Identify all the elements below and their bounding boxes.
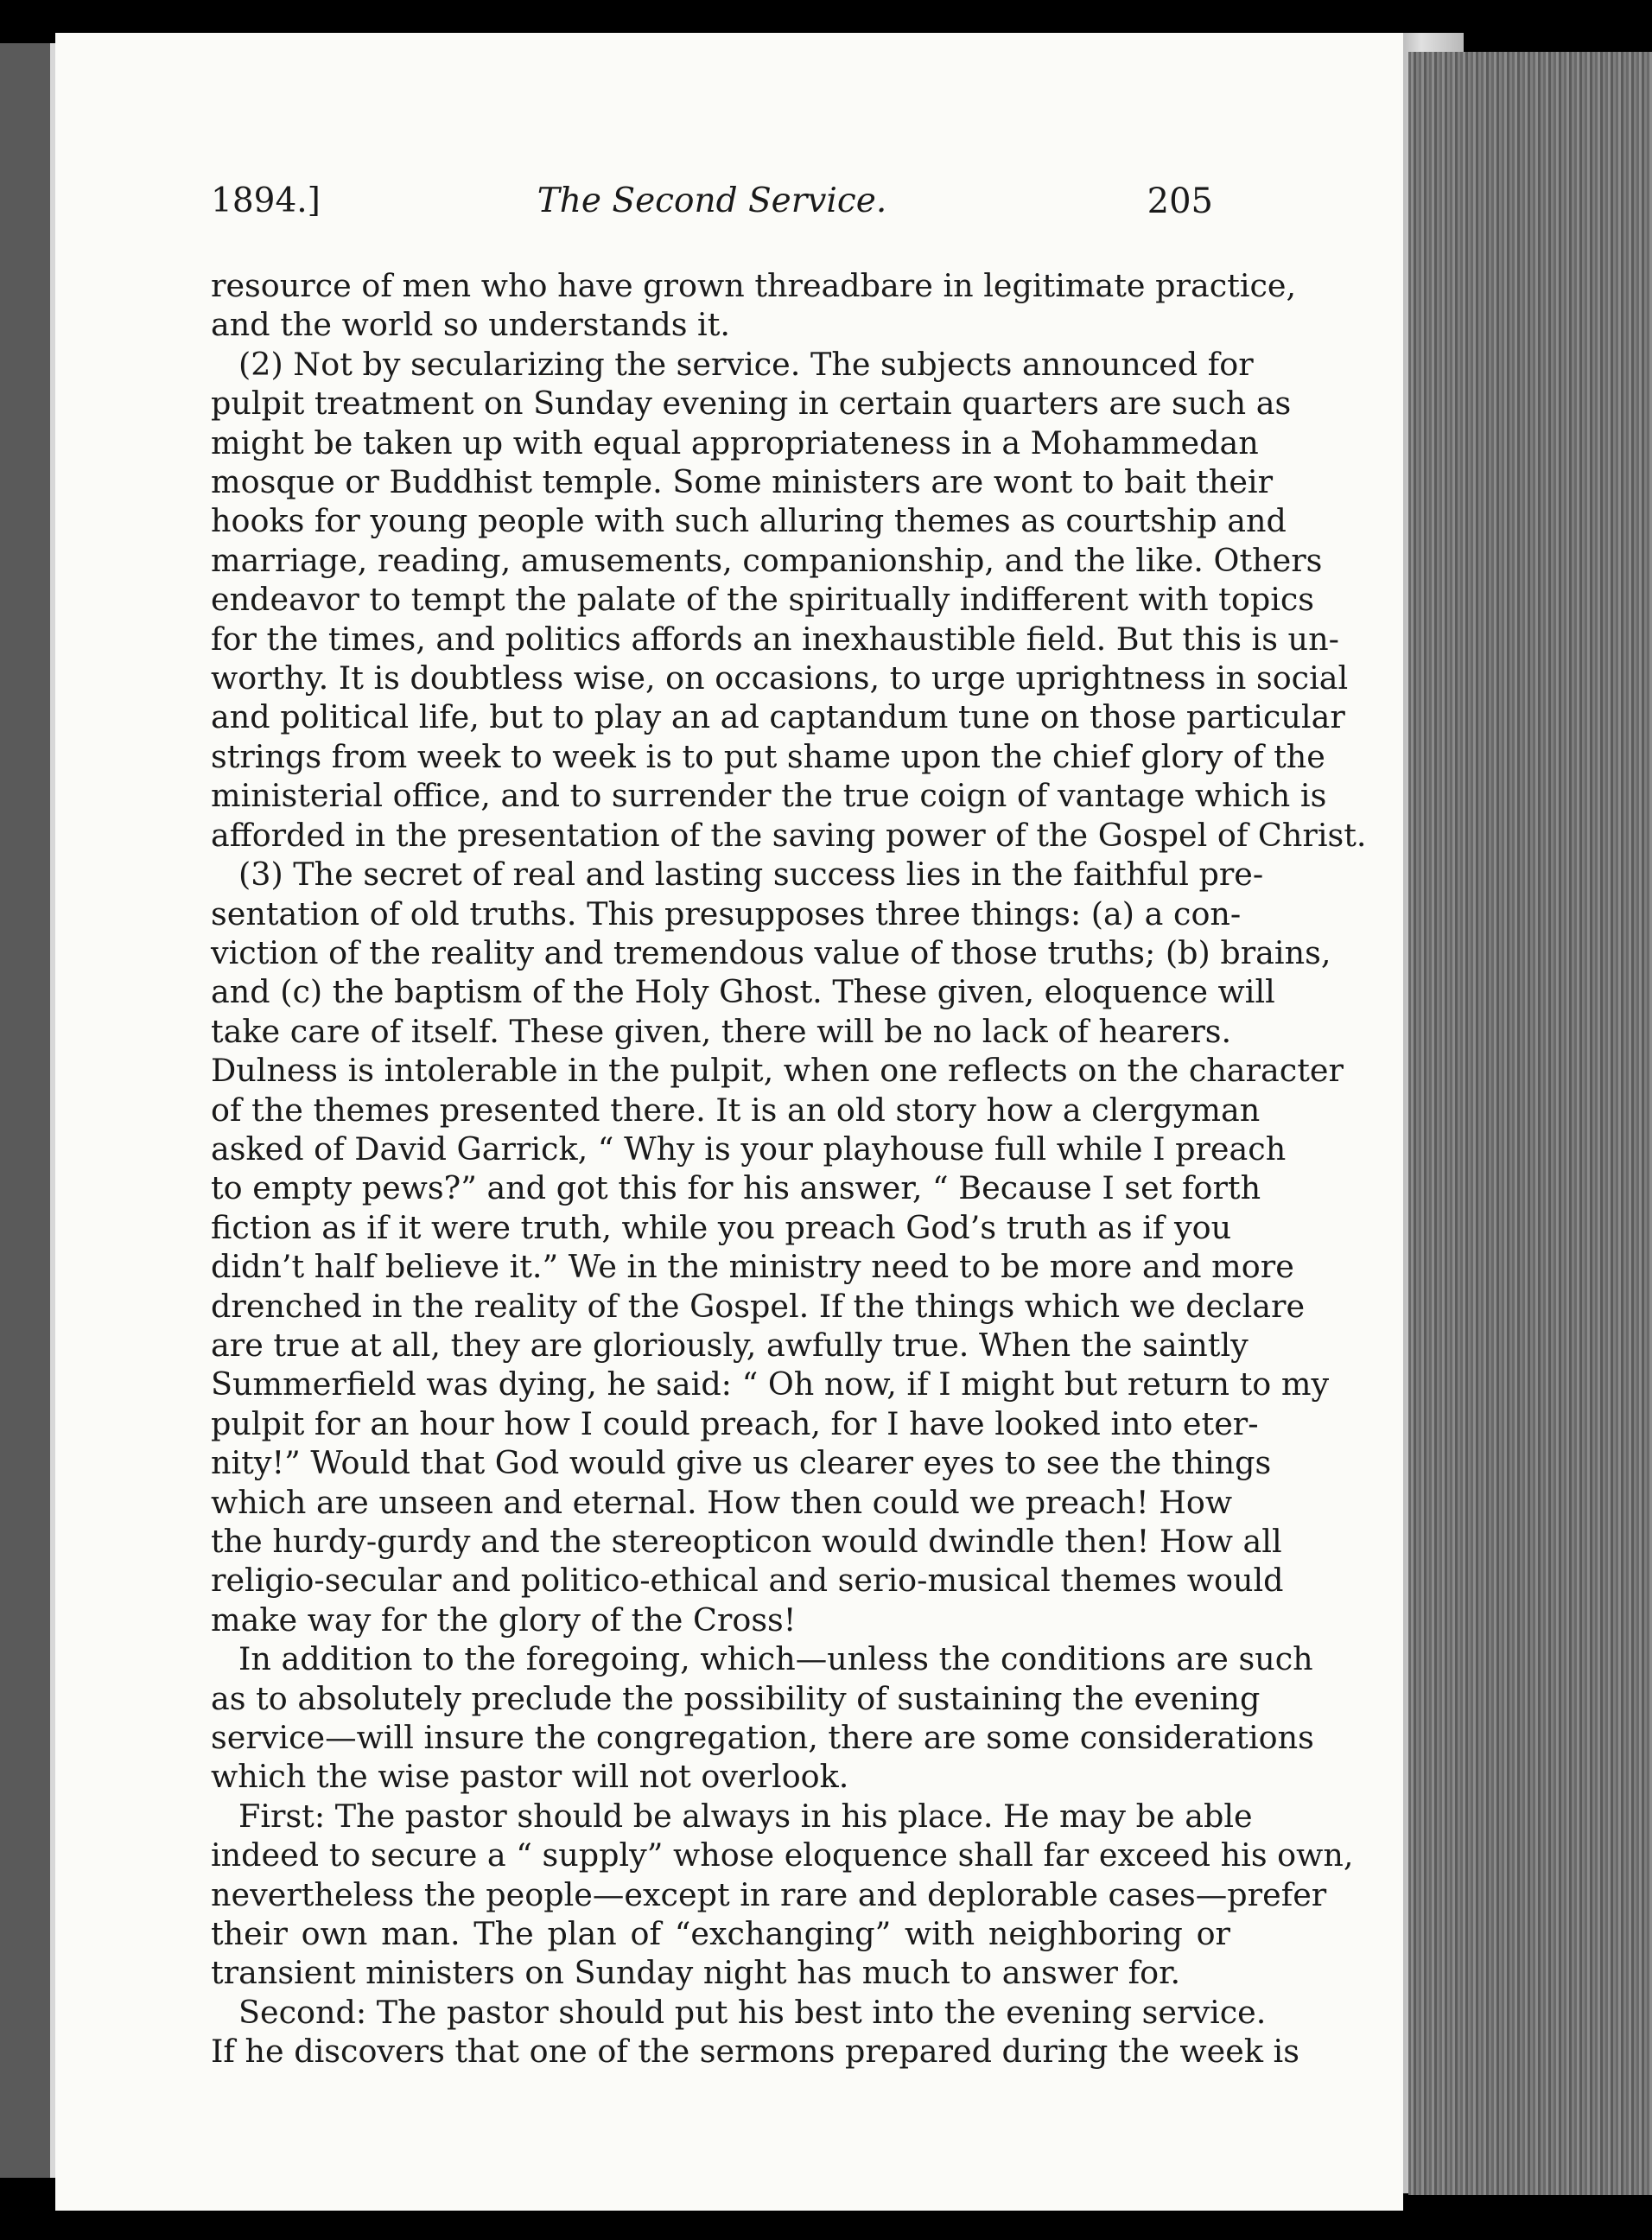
running-head-year: 1894.] bbox=[211, 181, 321, 220]
text-line: didn’t half believe it.” We in the ministry need to be more and more bbox=[211, 1248, 1294, 1286]
left-page-edge bbox=[0, 43, 60, 2178]
text-line: of the themes presented there. It is an old story how a clergyman bbox=[211, 1091, 1261, 1129]
text-line: If he discovers that one of the sermons prepared during the week is bbox=[211, 2033, 1299, 2071]
text-line: Summerfield was dying, he said: “ Oh now, if I might but return to my bbox=[211, 1365, 1330, 1403]
text-line: which the wise pastor will not overlook. bbox=[211, 1758, 849, 1796]
text-line: and (c) the baptism of the Holy Ghost. These given, eloquence will bbox=[211, 973, 1275, 1011]
text-line: their own man. The plan of “exchanging” with neighboring or bbox=[211, 1915, 1230, 1953]
text-line: service—will insure the congregation, there are some considerations bbox=[211, 1719, 1314, 1757]
running-head bbox=[211, 181, 1213, 233]
text-line: ministerial office, and to surrender the true coign of vantage which is bbox=[211, 777, 1327, 815]
text-line: sentation of old truths. This presupposes three things: (a) a con- bbox=[211, 894, 1242, 932]
body-text bbox=[211, 266, 1367, 2071]
text-line: pulpit treatment on Sunday evening in certain quarters are such as bbox=[211, 385, 1292, 423]
text-line: religio-secular and politico-ethical and serio-musical themes would bbox=[211, 1562, 1284, 1600]
text-line: viction of the reality and tremendous value of those truths; (b) brains, bbox=[211, 933, 1331, 971]
text-line: indeed to secure a “ supply” whose eloquence shall far exceed his own, bbox=[211, 1836, 1354, 1874]
book-page bbox=[55, 33, 1403, 2211]
text-line: and political life, but to play an ad captandum tune on those particular bbox=[211, 698, 1345, 736]
text-line: afforded in the presentation of the saving power of the Gospel of Christ. bbox=[211, 816, 1367, 854]
text-line: nity!” Would that God would give us clearer eyes to see the things bbox=[211, 1444, 1272, 1482]
text-line: might be taken up with equal appropriateness in a Mohammedan bbox=[211, 423, 1259, 461]
text-line: nevertheless the people—except in rare and deplorable cases—prefer bbox=[211, 1875, 1327, 1913]
text-line: hooks for young people with such alluring themes as courtship and bbox=[211, 502, 1287, 540]
text-line: worthy. It is doubtless wise, on occasions, to urge uprightness in social bbox=[211, 659, 1349, 697]
text-line: as to absolutely preclude the possibility of sustaining the evening bbox=[211, 1679, 1261, 1717]
text-line: asked of David Garrick, “ Why is your playhouse full while I preach bbox=[211, 1130, 1287, 1168]
text-line: strings from week to week is to put shame upon the chief glory of the bbox=[211, 737, 1325, 775]
page-number: 205 bbox=[1147, 181, 1213, 221]
text-line: (2) Not by secularizing the service. The subjects announced for bbox=[238, 345, 1254, 383]
book-fore-edge bbox=[1408, 52, 1652, 2195]
text-line: transient ministers on Sunday night has much to answer for. bbox=[211, 1954, 1181, 1992]
text-line: take care of itself. These given, there will be no lack of hearers. bbox=[211, 1012, 1232, 1050]
running-head-title: The Second Service. bbox=[537, 181, 887, 220]
text-line: to empty pews?” and got this for his answer, “ Because I set forth bbox=[211, 1169, 1261, 1207]
text-line: marriage, reading, amusements, companionship, and the like. Others bbox=[211, 541, 1323, 579]
text-line: fiction as if it were truth, while you preach God’s truth as if you bbox=[211, 1208, 1232, 1246]
text-line: are true at all, they are gloriously, awfully true. When the saintly bbox=[211, 1326, 1249, 1364]
text-line: mosque or Buddhist temple. Some ministers are wont to bait their bbox=[211, 463, 1274, 501]
text-line: endeavor to tempt the palate of the spiritually indifferent with topics bbox=[211, 581, 1315, 619]
text-line: resource of men who have grown threadbare in legitimate practice, bbox=[211, 267, 1297, 304]
text-line: (3) The secret of real and lasting success lies in the faithful pre- bbox=[238, 856, 1264, 894]
text-line: make way for the glory of the Cross! bbox=[211, 1600, 797, 1639]
text-line: the hurdy-gurdy and the stereopticon would dwindle then! How all bbox=[211, 1523, 1282, 1560]
text-line: and the world so understands it. bbox=[211, 306, 730, 344]
text-line: Second: The pastor should put his best into the evening service. bbox=[238, 1993, 1267, 2031]
text-line: drenched in the reality of the Gospel. If the things which we declare bbox=[211, 1287, 1306, 1325]
text-line: Dulness is intolerable in the pulpit, when one reflects on the character bbox=[211, 1052, 1344, 1090]
text-line: which are unseen and eternal. How then could we preach! How bbox=[211, 1483, 1233, 1521]
text-line: for the times, and politics affords an inexhaustible field. But this is un- bbox=[211, 620, 1339, 658]
text-line: First: The pastor should be always in his place. He may be able bbox=[238, 1797, 1253, 1835]
text-line: In addition to the foregoing, which—unless the conditions are such bbox=[238, 1640, 1313, 1678]
text-line: pulpit for an hour how I could preach, for I have looked into eter- bbox=[211, 1404, 1259, 1442]
